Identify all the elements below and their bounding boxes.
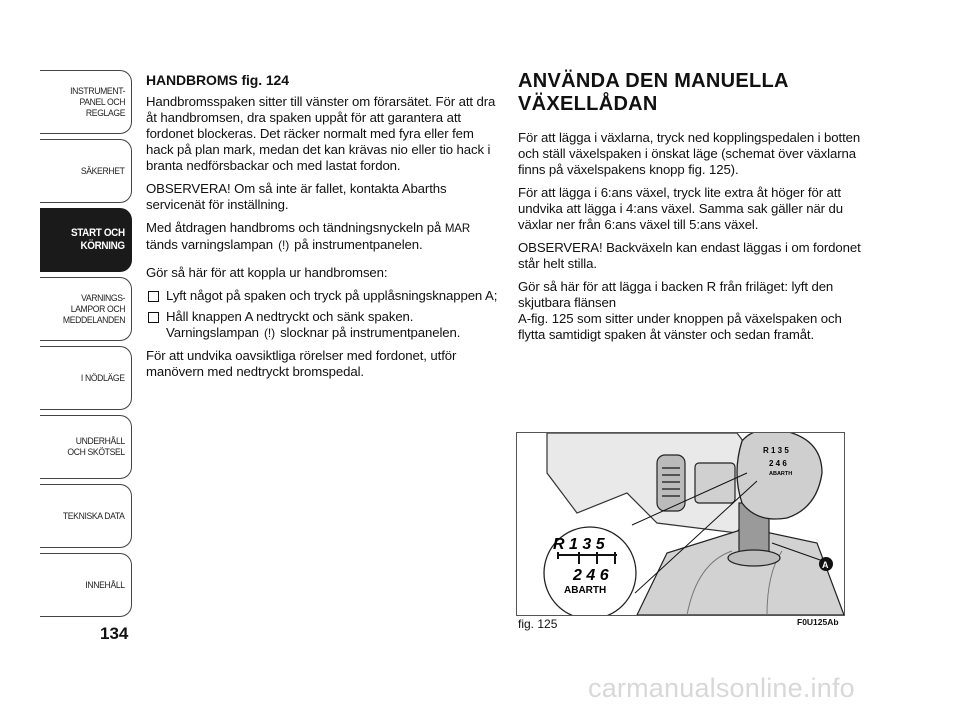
tab-emergency[interactable]: [40, 346, 132, 410]
inset-brand: ABARTH: [564, 585, 607, 596]
tab-maintenance[interactable]: [40, 415, 132, 479]
figure-caption: fig. 125: [518, 617, 558, 631]
tab-safety[interactable]: [40, 139, 132, 203]
handbrake-heading: HANDBROMS fig. 124: [146, 72, 289, 88]
paragraph: Med åtdragen handbroms och tändningsnyckeln på MAR tänds varningslampan (!) på instrumentpanelen.: [146, 220, 471, 252]
tab-label: VARNINGS- LAMPOR OCH MEDDELANDEN: [62, 292, 125, 326]
figure-code: F0U125Ab: [797, 617, 839, 627]
tab-label: TEKNISKA DATA: [63, 510, 125, 522]
shift-pattern-top: R 1 3 5: [553, 536, 605, 553]
paragraph: Gör så här för att lägga i backen R från friläget: lyft den skjutbara flänsen: [518, 279, 834, 310]
callout-a-label: A: [822, 560, 829, 570]
shift-pattern-bottom: 2 4 6: [573, 567, 609, 584]
gearbox-heading: ANVÄNDA DEN MANUELLA VÄXELLÅDAN: [518, 70, 789, 115]
paragraph: För att lägga i växlarna, tryck ned kopplingspedalen i botten och ställ växelspaken i önskat läge (schemat över växlarna finns på växelspakens knopp fig. 125).: [518, 130, 861, 177]
tab-warning-lamps[interactable]: [40, 277, 132, 341]
tab-label: UNDERHÅLL OCH SKÖTSEL: [67, 436, 125, 458]
paragraph: OBSERVERA! Om så inte är fallet, kontakta Abarths servicenät för inställning.: [146, 181, 447, 212]
knob-brand: ABARTH: [769, 471, 793, 477]
tab-contents[interactable]: [40, 553, 132, 617]
watermark: carmanualsonline.info: [588, 673, 855, 703]
paragraph: A-fig. 125 som sitter under knoppen på växelspaken och flytta samtidigt spaken åt vänster och sedan framåt.: [518, 311, 842, 342]
tab-label: I NÖDLÄGE: [81, 372, 125, 384]
list-item: Lyft något på spaken och tryck på upplåsningsknappen A;: [146, 288, 498, 304]
list-item: Håll knappen A nedtryckt och sänk spaken. Varningslampan (!) slocknar på instrumentpanelen.: [146, 309, 498, 341]
paragraph: Handbromsspaken sitter till vänster om förarsätet. För att dra åt handbromsen, dra spaken uppåt för att garantera att fordonet blockeras. Det räcker normalt med fyra eller fem hack på plan mark, medan det kan krävas nio eller tio hack i branta nedförsbackar och med lastat fordon.: [146, 94, 496, 173]
paragraph: För att lägga i 6:ans växel, tryck lite extra åt höger för att undvika att lägga i 4:ans växel. Samma sak gäller när du växlar ner från 6:ans växel till 5:ans växel.: [518, 185, 844, 232]
tab-label: INNEHÅLL: [85, 579, 125, 591]
section-tabs: [40, 70, 132, 622]
tab-start-driving[interactable]: [40, 208, 132, 272]
page-number: 134: [100, 624, 129, 643]
tab-label: START OCH KÖRNING: [71, 227, 125, 252]
knob-top-row: R 1 3 5: [763, 446, 789, 455]
paragraph: OBSERVERA! Backväxeln kan endast läggas i om fordonet står helt stilla.: [518, 240, 861, 271]
tab-technical-data[interactable]: [40, 484, 132, 548]
paragraph: Gör så här för att koppla ur handbromsen:: [146, 265, 388, 280]
tab-label: SÄKERHET: [81, 165, 125, 177]
right-column: [518, 70, 870, 350]
tab-instrument-panel[interactable]: [40, 70, 132, 134]
gear-knob-illustration: [517, 433, 844, 615]
tab-label: INSTRUMENT- PANEL OCH REGLAGE: [69, 85, 125, 119]
gear-knob-figure: [516, 432, 845, 616]
left-column: [146, 72, 498, 387]
paragraph: För att undvika oavsiktliga rörelser med fordonet, utför manövern med nedtryckt bromspedal.: [146, 348, 457, 379]
brake-warning-lamp-icon: (!): [263, 326, 276, 340]
knob-bottom-row: 2 4 6: [769, 459, 787, 468]
instruction-list: [146, 288, 498, 341]
mar-label: MAR: [444, 223, 471, 235]
brake-warning-lamp-icon: (!): [278, 238, 290, 252]
